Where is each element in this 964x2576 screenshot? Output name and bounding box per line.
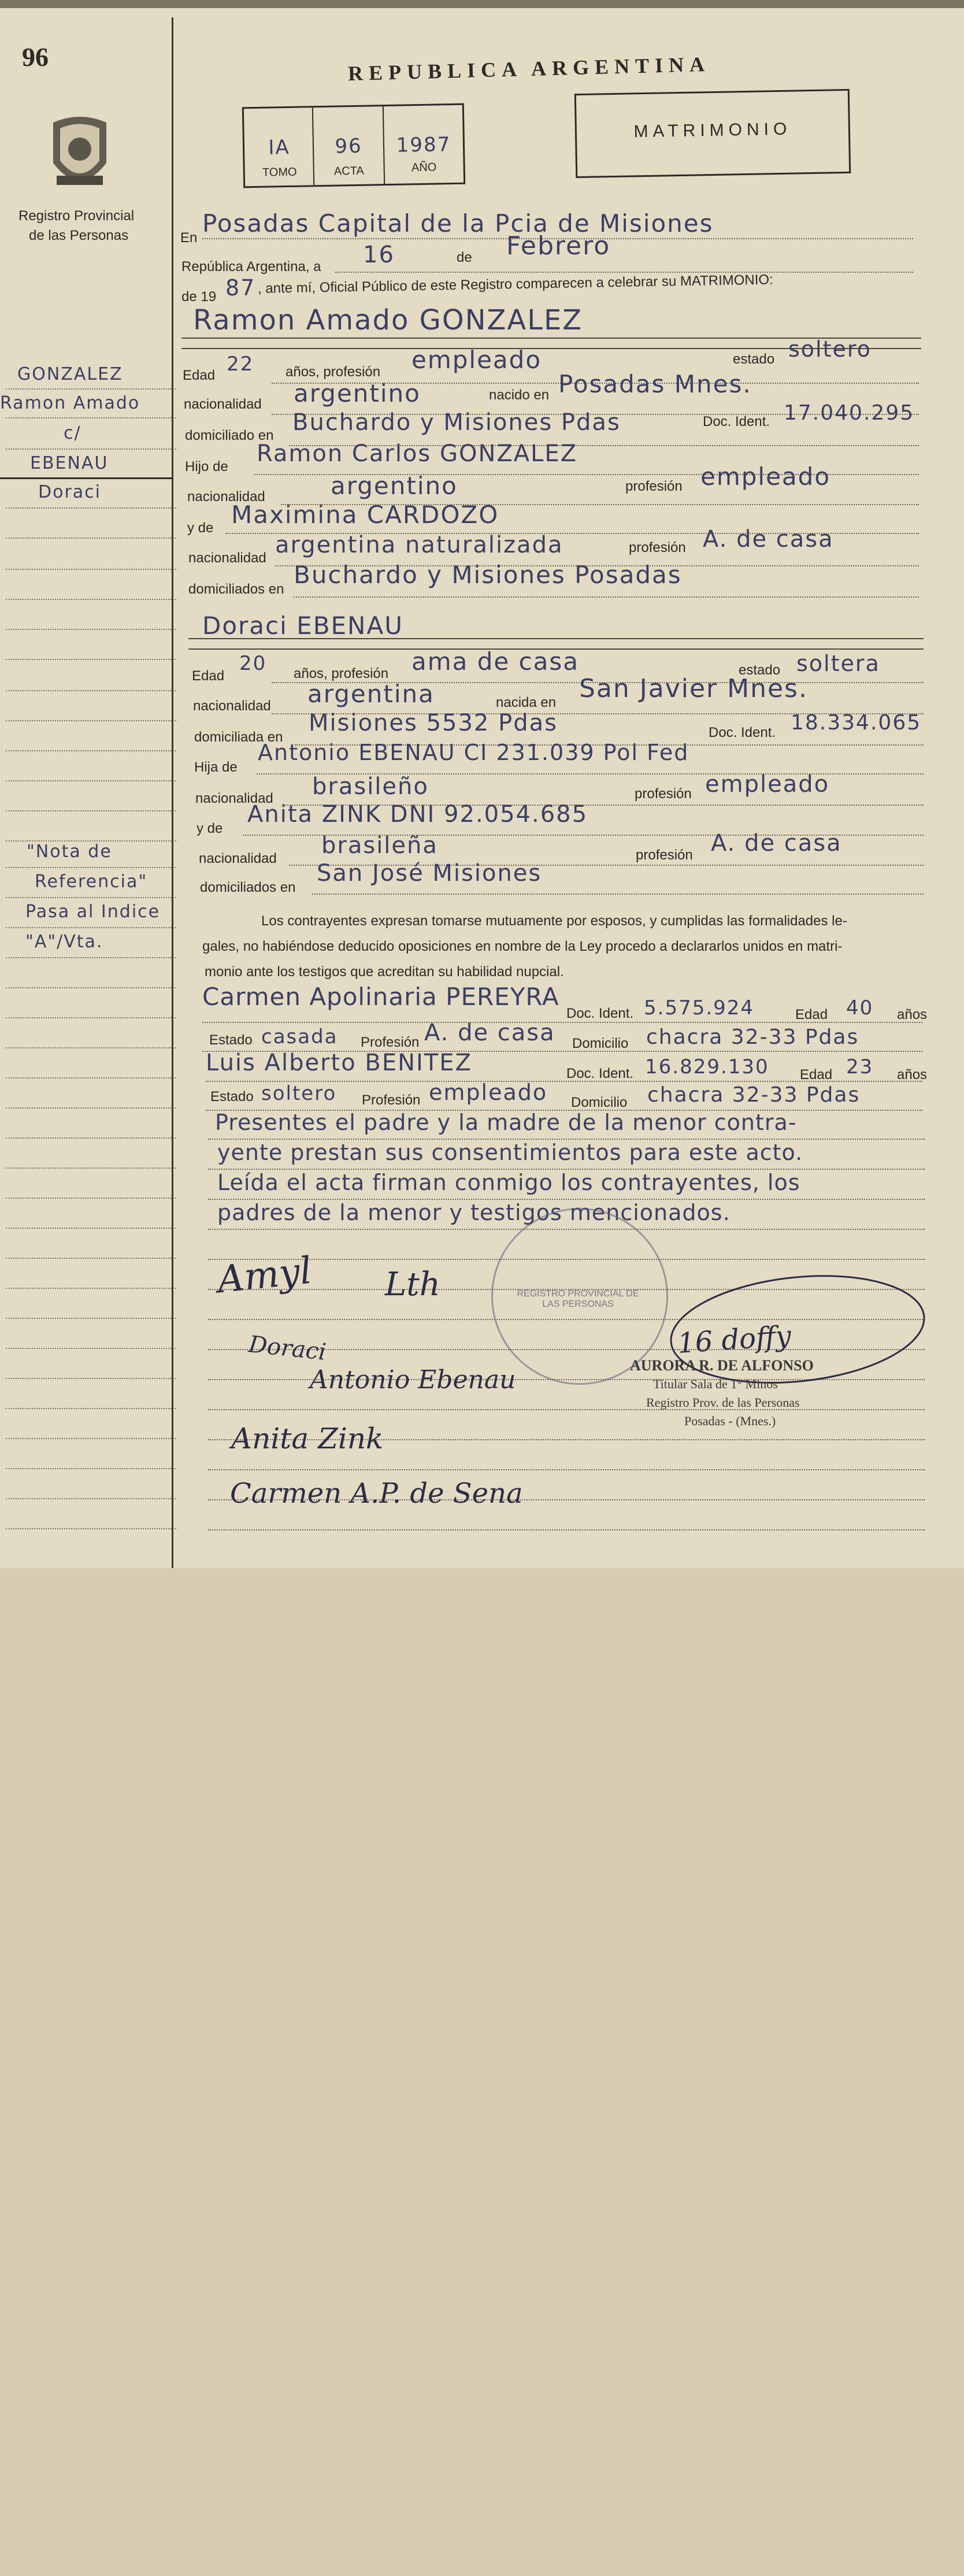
- signature-bride-father-initials: Lth: [385, 1266, 440, 1303]
- witness2-prof-label: Profesión: [362, 1092, 421, 1108]
- groom-age: 22: [227, 353, 254, 376]
- witness2-dom-label: Domicilio: [571, 1095, 628, 1110]
- day-value: 16: [363, 242, 395, 268]
- groom-mother: Maximina CARDOZO: [231, 501, 499, 529]
- groom-born: Posadas Mnes.: [558, 370, 752, 398]
- signature-antonio-ebenau: Antonio Ebenau: [310, 1365, 516, 1395]
- margin-note-line4: "A"/Vta.: [25, 932, 103, 952]
- notes-line3: Leída el acta firman conmigo los contrayentes, los: [217, 1170, 800, 1195]
- notes-line2: yente prestan sus consentimientos para este acto.: [217, 1140, 803, 1165]
- acta-value: 96: [335, 134, 362, 158]
- groom-profession: empleado: [411, 346, 542, 374]
- witness2-estado: soltero: [261, 1082, 337, 1105]
- margin-note-line1: "Nota de: [27, 842, 112, 862]
- witness1-estado-label: Estado: [209, 1032, 253, 1048]
- bride-father-prof: empleado: [705, 771, 830, 798]
- bride-doc-label: Doc. Ident.: [709, 725, 776, 740]
- stamp-registry: Registro Prov. de las Personas: [646, 1395, 800, 1410]
- witness2-estado-label: Estado: [210, 1089, 254, 1104]
- act-type: MATRIMONIO: [633, 119, 792, 142]
- bride-father-nac-label: nacionalidad: [195, 791, 273, 806]
- bride-profession: ama de casa: [411, 647, 580, 676]
- witness1-age: 40: [846, 996, 874, 1020]
- tomo-label: TOMO: [262, 165, 297, 179]
- place-value: Posadas Capital de la Pcia de Misiones: [202, 209, 714, 238]
- witness1-prof-label: Profesión: [361, 1035, 420, 1050]
- groom-name: Ramon Amado GONZALEZ: [193, 304, 583, 336]
- witness1-doc: 5.575.924: [644, 996, 755, 1020]
- witness2-age: 23: [846, 1055, 874, 1078]
- registry-line1: Registro Provincial: [18, 208, 135, 224]
- tomo-value: IA: [268, 135, 291, 160]
- ano-value: 1987: [396, 133, 451, 157]
- groom-prof-label: años, profesión: [286, 364, 381, 380]
- margin-note-line3: Pasa al Indice: [25, 902, 161, 922]
- witness1-profession: A. de casa: [424, 1020, 555, 1046]
- margin-surname: GONZALEZ: [17, 364, 123, 384]
- bride-dom-label: domiciliada en: [194, 729, 283, 745]
- provincia-misiones-crest-icon: [42, 111, 118, 198]
- bride-age: 20: [239, 652, 267, 675]
- margin-note-line2: Referencia": [35, 872, 148, 892]
- month-value: Febrero: [506, 231, 611, 261]
- bride-father-prof-label: profesión: [635, 786, 692, 802]
- witness1-name: Carmen Apolinaria PEREYRA: [202, 983, 559, 1011]
- margin-bride-surname: EBENAU: [30, 453, 109, 473]
- groom-parents-dom: Buchardo y Misiones Posadas: [294, 561, 682, 589]
- bride-yde-label: y de: [196, 821, 223, 836]
- groom-address: Buchardo y Misiones Pdas: [292, 409, 621, 436]
- witness1-doc-label: Doc. Ident.: [566, 1006, 634, 1021]
- bride-prof-label: años, profesión: [294, 666, 389, 681]
- declaration-line1: Los contrayentes expresan tomarse mutuamente por esposos, y cumplidas las formalidades le-: [261, 913, 847, 929]
- year-value: 87: [225, 275, 256, 301]
- witness2-profession: empleado: [429, 1080, 548, 1105]
- groom-mother-prof: A. de casa: [703, 526, 834, 553]
- signature-groom: Amyl: [215, 1249, 314, 1302]
- signature-carmen: Carmen A.P. de Sena: [230, 1477, 523, 1510]
- witness2-doc: 16.829.130: [645, 1055, 769, 1078]
- groom-doc: 17.040.295: [784, 401, 915, 425]
- acta-label: ACTA: [333, 164, 364, 178]
- bride-nationality: argentina: [307, 680, 435, 708]
- country-title: REPUBLICA ARGENTINA: [347, 52, 711, 86]
- groom-nationality: argentino: [294, 379, 421, 407]
- appear-text: , ante mí, Oficial Público de este Registro comparecen a celebrar su MATRIMONIO:: [257, 272, 773, 296]
- bride-estado-label: estado: [739, 662, 781, 678]
- record-box: [242, 103, 465, 188]
- bride-parents-dom-label: domiciliados en: [200, 880, 296, 895]
- bride-mother-nat: brasileña: [321, 832, 438, 859]
- ano-label: AÑO: [411, 161, 437, 175]
- groom-mother-nat: argentina naturalizada: [275, 532, 563, 558]
- seal-text: REGISTRO PROVINCIAL DE LAS PERSONAS: [517, 1289, 639, 1309]
- page-number: 96: [22, 42, 49, 72]
- bride-doc: 18.334.065: [791, 711, 922, 735]
- witness2-name: Luis Alberto BENITEZ: [206, 1050, 472, 1076]
- bride-mother: Anita ZINK DNI 92.054.685: [247, 801, 588, 828]
- bride-father-nat: brasileño: [312, 773, 429, 800]
- groom-yde-label: y de: [187, 520, 214, 536]
- bride-father: Antonio EBENAU CI 231.039 Pol Fed: [258, 740, 689, 765]
- margin-firstname: Ramon Amado: [0, 393, 140, 413]
- bride-name: Doraci EBENAU: [202, 611, 403, 640]
- act-type-box: [574, 89, 851, 178]
- groom-dom-label: domiciliado en: [185, 428, 274, 443]
- witness2-edad-label: Edad: [800, 1067, 833, 1083]
- bride-mother-nac-label: nacionalidad: [199, 851, 277, 866]
- witness1-estado: casada: [261, 1025, 338, 1048]
- groom-father-nac-label: nacionalidad: [187, 489, 265, 505]
- notes-line4: padres de la menor y testigos mencionados.: [217, 1200, 731, 1225]
- bride-edad-label: Edad: [192, 668, 225, 684]
- bride-born: San Javier Mnes.: [579, 674, 808, 703]
- groom-parents-dom-label: domiciliados en: [188, 581, 284, 597]
- margin-conjunction: c/: [64, 423, 81, 443]
- year-prefix: de 19: [181, 289, 217, 305]
- bride-mother-prof-label: profesión: [636, 847, 693, 863]
- stamp-city: Posadas - (Mnes.): [684, 1414, 776, 1428]
- en-label: En: [180, 230, 198, 246]
- groom-father-prof: empleado: [700, 462, 831, 491]
- registry-line2: de las Personas: [29, 228, 129, 243]
- witness1-anos-label: años: [897, 1007, 928, 1022]
- declaration-line2: gales, no habiéndose deducido oposiciones en nombre de la Ley procedo a declararlos unidos en matri-: [202, 939, 843, 954]
- signature-bride: Doraci: [247, 1331, 328, 1366]
- notes-line1: Presentes el padre y la madre de la menor contra-: [215, 1110, 797, 1135]
- bride-estado: soltera: [796, 651, 880, 676]
- groom-nac-label: nacionalidad: [184, 396, 262, 412]
- groom-estado-label: estado: [733, 351, 775, 367]
- witness2-doc-label: Doc. Ident.: [566, 1066, 634, 1081]
- margin-bride-firstname: Doraci: [38, 482, 102, 502]
- declaration-line3: monio ante los testigos que acreditan su habilidad nupcial.: [205, 964, 564, 980]
- bride-nac-label: nacionalidad: [193, 698, 271, 714]
- witness1-dom-label: Domicilio: [572, 1036, 629, 1051]
- witness2-anos-label: años: [897, 1067, 928, 1083]
- page-top-shadow: [0, 0, 964, 8]
- witness1-address: chacra 32-33 Pdas: [646, 1025, 859, 1049]
- groom-nacido-label: nacido en: [489, 387, 550, 403]
- witness2-address: chacra 32-33 Pdas: [647, 1083, 861, 1107]
- bride-hija-label: Hija de: [194, 759, 238, 775]
- margin-divider: [172, 17, 173, 1568]
- bride-mother-prof: A. de casa: [711, 830, 842, 857]
- groom-father-nat: argentino: [331, 472, 458, 500]
- groom-estado: soltero: [788, 336, 872, 362]
- groom-hijo-label: Hijo de: [185, 459, 228, 475]
- groom-edad-label: Edad: [183, 368, 216, 383]
- groom-father: Ramon Carlos GONZALEZ: [257, 440, 578, 467]
- republica-label: República Argentina, a: [181, 259, 321, 275]
- signature-official: 16 doffy: [676, 1319, 792, 1360]
- bride-address: Misiones 5532 Pdas: [309, 710, 558, 736]
- groom-mother-nac-label: nacionalidad: [188, 550, 266, 566]
- de-label: de: [457, 250, 472, 265]
- bride-nacida-label: nacida en: [496, 695, 557, 710]
- groom-doc-label: Doc. Ident.: [703, 414, 770, 429]
- bride-parents-dom: San José Misiones: [317, 860, 542, 887]
- witness1-edad-label: Edad: [795, 1007, 828, 1022]
- stamp-name: AURORA R. DE ALFONSO: [630, 1357, 814, 1374]
- stamp-title: Titular Sala de 1° Minos: [653, 1377, 778, 1391]
- signature-anita-zink: Anita Zink: [231, 1422, 384, 1455]
- groom-father-prof-label: profesión: [625, 479, 683, 494]
- groom-mother-prof-label: profesión: [629, 540, 686, 555]
